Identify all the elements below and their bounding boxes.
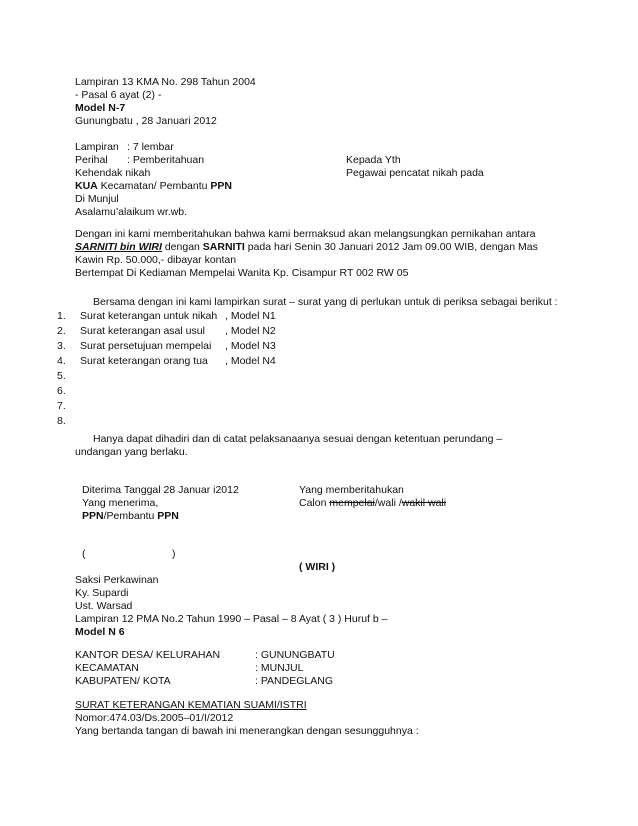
list-model: , Model N4 [225, 355, 276, 367]
perihal-value-2: Kehendak nikah [75, 167, 151, 179]
paren-open: ( [82, 548, 86, 560]
intro-line: Yang bertanda tangan di bawah ini menerangkan dengan sesungguhnya : [75, 725, 419, 737]
list-item: Surat persetujuan mempelai [80, 340, 212, 352]
body-paragraph [75, 228, 565, 267]
pasal-line: - Pasal 6 ayat (2) - [75, 89, 162, 101]
di-line: Di Munjul [75, 193, 119, 205]
wakil-struck: wakil wali [401, 497, 447, 509]
perihal-value: : Pemberitahuan [127, 154, 205, 166]
kua-line [75, 180, 232, 193]
wiri-name: ( WIRI ) [299, 561, 336, 573]
paren-close: ) [172, 548, 176, 560]
saksi-title: Saksi Perkawinan [75, 574, 159, 586]
bride-name: SARNITI [202, 241, 245, 253]
n6-row-value: : PANDEGLANG [255, 675, 333, 687]
kua-mid: Kecamatan/ Pembantu [97, 180, 211, 192]
attach-intro: Bersama dengan ini kami lampirkan surat – surat yang di perlukan untuk di periksa sebagai berikut : [93, 296, 558, 308]
n6-model: Model N 6 [75, 626, 125, 638]
ppn-line [82, 510, 179, 523]
list-num: 1. [57, 310, 66, 322]
place-date: Gunungbatu , 28 Januari 2012 [75, 115, 217, 127]
mempelai-struck: mempelai [329, 497, 375, 509]
n6-row-label: KECAMATAN [75, 662, 139, 674]
n6-row-value: : GUNUNGBATU [255, 649, 335, 661]
list-num: 4. [57, 355, 66, 367]
p1c: pada hari Senin 30 Januari 2012 Jam 09.00 WIB, dengan Mas Kawin Rp. 50.000,- dibayar kontan [75, 241, 538, 266]
kua-bold: KUA [75, 180, 98, 192]
p1b: dengan [161, 241, 203, 253]
list-num: 8. [57, 415, 66, 427]
diterima-line: Diterima Tanggal 28 Januar i2012 [82, 484, 239, 496]
closing-paragraph: Hanya dapat dihadiri dan di catat pelaksanaanya sesuai dengan ketentuan perundang – undangan yang berlaku. [75, 433, 503, 458]
ppn-bold-2: PPN [157, 510, 179, 522]
salam-line: Asalamu’alaikum wr.wb. [75, 206, 188, 218]
lampiran-value: : 7 lembar [127, 141, 174, 153]
list-num: 6. [57, 385, 66, 397]
nomor-line: Nomor:474.03/Ds.2005–01/I/2012 [75, 712, 234, 724]
calon-line [299, 497, 446, 510]
list-num: 2. [57, 325, 66, 337]
saksi-2: Ust. Warsad [75, 600, 133, 612]
calon-label: Calon [299, 497, 330, 509]
list-item: Surat keterangan asal usul [80, 325, 205, 337]
pegawai-line: Pegawai pencatat nikah pada [346, 167, 484, 179]
list-item: Surat keterangan orang tua [80, 355, 208, 367]
lampiran-label: Lampiran [75, 141, 119, 153]
lampiran-line: Lampiran 13 KMA No. 298 Tahun 2004 [75, 76, 256, 88]
perihal-label: Perihal [75, 154, 108, 166]
saksi-1: Ky. Supardi [75, 587, 129, 599]
n6-row-value: : MUNJUL [255, 662, 304, 674]
ppn-bold: PPN [82, 510, 104, 522]
list-num: 5. [57, 370, 66, 382]
list-item: Surat keterangan untuk nikah [80, 310, 218, 322]
venue-line: Bertempat Di Kediaman Mempelai Wanita Kp. Cisampur RT 002 RW 05 [75, 267, 409, 279]
model-title: Model N-7 [75, 102, 126, 114]
n6-row-label: KABUPATEN/ KOTA [75, 675, 171, 687]
list-model: , Model N3 [225, 340, 276, 352]
list-model: , Model N1 [225, 310, 276, 322]
wali-label: /wali / [374, 497, 402, 509]
groom-name: SARNITI bin WIRI [75, 241, 162, 253]
yang-menerima: Yang menerima, [82, 497, 159, 509]
yang-memberi: Yang memberitahukan [299, 484, 404, 496]
ppn-rest: /Pembantu [103, 510, 158, 522]
surat-title: SURAT KETERANGAN KEMATIAN SUAMI/ISTRI [75, 699, 307, 711]
n6-row-label: KANTOR DESA/ KELURAHAN [75, 649, 221, 661]
kua-ppn: PPN [210, 180, 232, 192]
list-num: 3. [57, 340, 66, 352]
p1a: Dengan ini kami memberitahukan bahwa kami bermaksud akan melangsungkan pernikahan antara [75, 228, 536, 240]
list-num: 7. [57, 400, 66, 412]
n6-lampiran: Lampiran 12 PMA No.2 Tahun 1990 – Pasal – 8 Ayat ( 3 ) Huruf b – [75, 613, 388, 625]
kepada-yth: Kepada Yth [346, 154, 401, 166]
list-model: , Model N2 [225, 325, 276, 337]
